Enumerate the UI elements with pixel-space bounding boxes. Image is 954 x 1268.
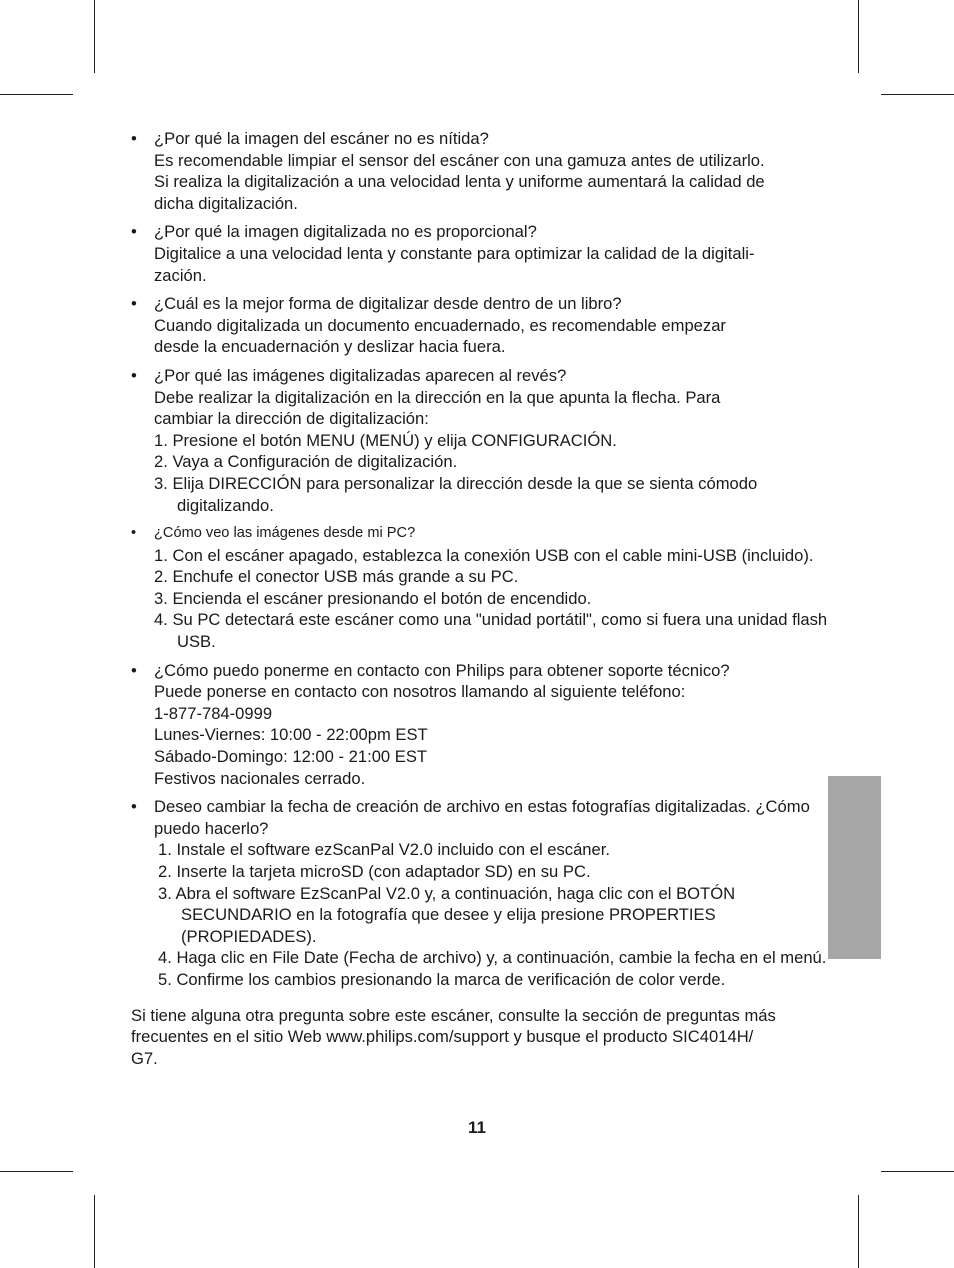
faq-step: 4. Su PC detectará este escáner como una "unidad portátil", como si fuera una unidad flash USB. xyxy=(154,610,828,652)
faq-answer-line: dicha digitalización. xyxy=(154,193,298,213)
faq-answer-line: desde la encuadernación y deslizar hacia fuera. xyxy=(154,337,506,357)
faq-answer-line: Si realiza la digitalización a una velocidad lenta y uniforme aumentará la calidad de xyxy=(154,172,765,192)
support-holidays: Festivos nacionales cerrado. xyxy=(154,768,366,788)
closing-line: G7. xyxy=(131,1048,158,1068)
faq-answer-line: Puede ponerse en contacto con nosotros llamando al siguiente teléfono: xyxy=(154,682,686,702)
faq-question: ¿Cuál es la mejor forma de digitalizar desde dentro de un libro? xyxy=(154,294,622,314)
faq-step: 2. Inserte la tarjeta microSD (con adaptador SD) en su PC. xyxy=(158,862,591,881)
faq-item xyxy=(131,293,831,358)
faq-question: ¿Por qué las imágenes digitalizadas aparecen al revés? xyxy=(154,365,567,385)
bullet: • xyxy=(131,525,137,542)
bullet: • xyxy=(131,129,137,148)
faq-question: Deseo cambiar la fecha de creación de archivo en estas fotografías digitalizadas. ¿Cómo puedo hacerlo? xyxy=(154,797,810,838)
faq-item xyxy=(131,128,831,214)
faq-step: 1. Con el escáner apagado, establezca la conexión USB con el cable mini-USB (incluido). xyxy=(154,545,814,565)
faq-answer-line: Debe realizar la digitalización en la dirección en la que apunta la flecha. Para xyxy=(154,387,721,407)
closing-paragraph xyxy=(131,1005,831,1070)
support-hours-weekdays: Lunes-Viernes: 10:00 - 22:00pm EST xyxy=(154,725,428,745)
faq-answer-line: Digitalice a una velocidad lenta y constante para optimizar la calidad de la digitali- xyxy=(154,243,755,263)
faq-item xyxy=(131,221,831,286)
faq-question: ¿Por qué la imagen del escáner no es nítida? xyxy=(154,129,489,148)
faq-answer-line: zación. xyxy=(154,265,207,285)
faq-content xyxy=(131,128,831,1069)
faq-item xyxy=(131,796,831,990)
faq-question: ¿Por qué la imagen digitalizada no es proporcional? xyxy=(154,222,537,242)
crop-mark-bottom-right-horizontal xyxy=(881,1171,954,1172)
faq-answer-line: cambiar la dirección de digitalización: xyxy=(154,409,429,429)
support-hours-weekend: Sábado-Domingo: 12:00 - 21:00 EST xyxy=(154,747,428,767)
faq-step: 3. Elija DIRECCIÓN para personalizar la dirección desde la que se sienta cómodo digitalizando. xyxy=(154,473,758,515)
closing-line: frecuentes en el sitio Web www.philips.com/support y busque el producto SIC4014H/ xyxy=(131,1027,754,1047)
section-side-tab xyxy=(828,776,881,959)
bullet: • xyxy=(131,797,137,817)
page-number: 11 xyxy=(468,1118,486,1137)
faq-answer-line: Cuando digitalizada un documento encuadernado, es recomendable empezar xyxy=(154,315,726,335)
crop-mark-top-right-horizontal xyxy=(881,94,954,95)
crop-mark-bottom-right-vertical xyxy=(858,1195,859,1268)
faq-question: ¿Cómo puedo ponerme en contacto con Philips para obtener soporte técnico? xyxy=(154,660,730,680)
crop-mark-bottom-left-horizontal xyxy=(0,1171,73,1172)
faq-question: ¿Cómo veo las imágenes desde mi PC? xyxy=(154,525,416,542)
bullet: • xyxy=(131,660,137,680)
faq-step: 1. Instale el software ezScanPal V2.0 incluido con el escáner. xyxy=(158,840,610,860)
faq-item xyxy=(131,523,831,653)
faq-item xyxy=(131,660,831,790)
faq-step: 2. Enchufe el conector USB más grande a su PC. xyxy=(154,567,519,587)
bullet: • xyxy=(131,365,137,385)
faq-step: 4. Haga clic en File Date (Fecha de archivo) y, a continuación, cambie la fecha en el menú. xyxy=(158,948,827,968)
bullet: • xyxy=(131,294,137,314)
bullet: • xyxy=(131,222,137,242)
crop-mark-top-left-horizontal xyxy=(0,94,73,95)
faq-answer-line: Es recomendable limpiar el sensor del escáner con una gamuza antes de utilizarlo. xyxy=(154,150,765,170)
faq-step: 2. Vaya a Configuración de digitalización. xyxy=(154,452,458,472)
faq-item xyxy=(131,365,831,516)
crop-mark-bottom-left-vertical xyxy=(94,1195,95,1268)
closing-line: Si tiene alguna otra pregunta sobre este escáner, consulte la sección de preguntas más xyxy=(131,1005,776,1025)
faq-step: 1. Presione el botón MENU (MENÚ) y elija CONFIGURACIÓN. xyxy=(154,430,617,450)
faq-step: 5. Confirme los cambios presionando la marca de verificación de color verde. xyxy=(158,969,726,989)
crop-mark-top-right-vertical xyxy=(858,0,859,73)
crop-mark-top-left-vertical xyxy=(94,0,95,73)
faq-step: 3. Abra el software EzScanPal V2.0 y, a continuación, haga clic con el BOTÓN SECUNDARIO en la fotografía que desee y elija presione PROPERTIES (PROPIEDADES). xyxy=(158,883,736,946)
faq-step: 3. Encienda el escáner presionando el botón de encendido. xyxy=(154,588,592,608)
support-phone: 1-877-784-0999 xyxy=(154,703,273,723)
